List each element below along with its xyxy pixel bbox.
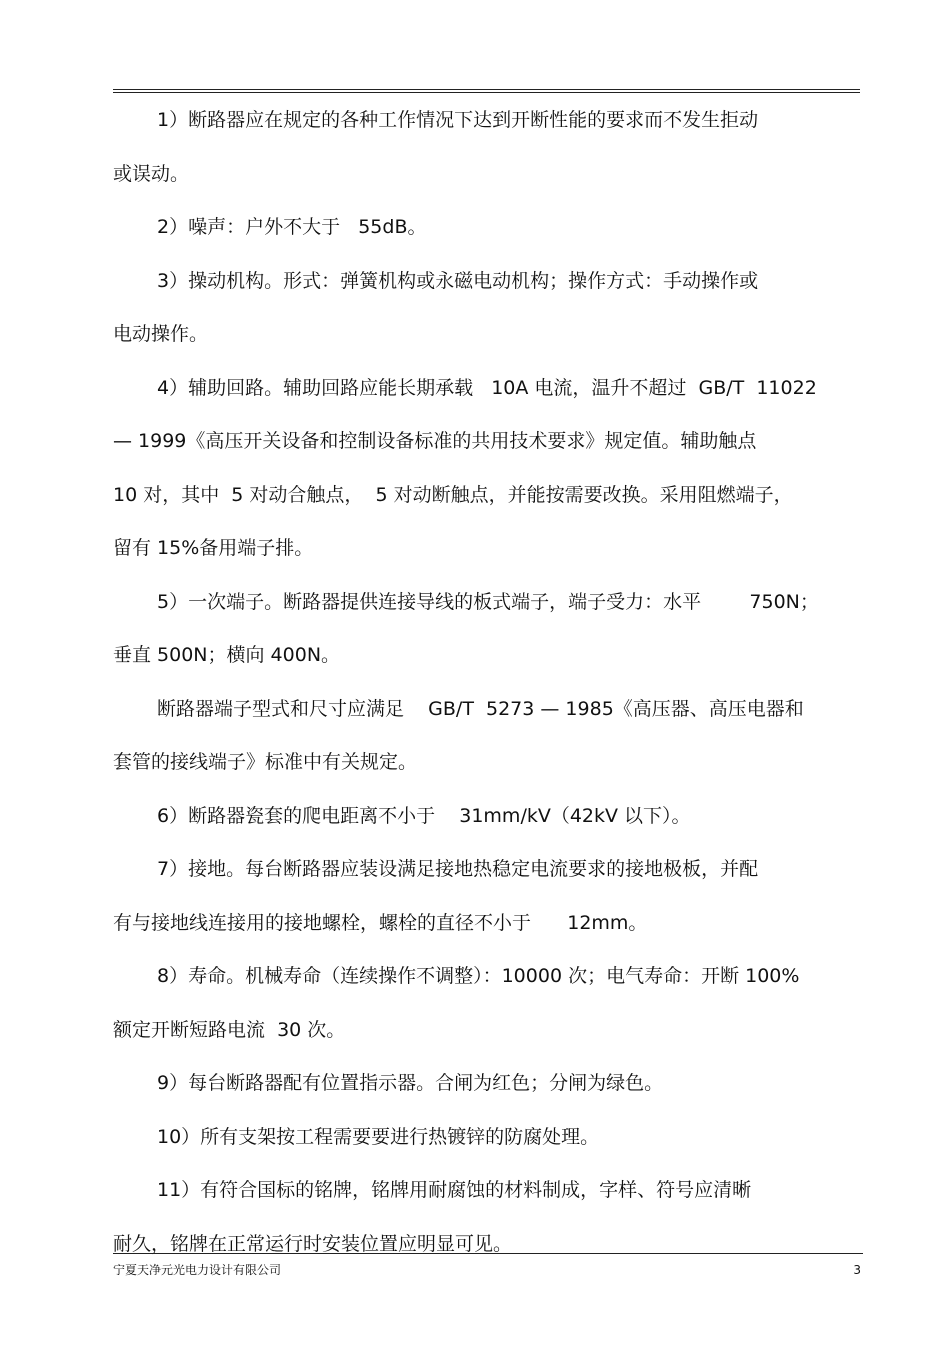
document-body xyxy=(113,105,873,1282)
text-line: 留有 15%备用端子排。 xyxy=(113,537,314,559)
text-line: — 1999《高压开关设备和控制设备标准的共用技术要求》规定值。辅助触点 xyxy=(113,430,757,452)
text-line: 10 对，其中 5 对动合触点， 5 对动断触点，并能按需要改换。采用阻燃端子， xyxy=(113,483,793,506)
text-line: 9）每台断路器配有位置指示器。合闸为红色；分闸为绿色。 xyxy=(157,1072,664,1094)
text-line: 3）操动机构。形式：弹簧机构或永磁电动机构；操作方式：手动操作或 xyxy=(157,269,759,292)
footer-rule xyxy=(113,1253,863,1254)
page-number: 3 xyxy=(853,1263,861,1277)
text-line: 额定开断短路电流 30 次。 xyxy=(113,1018,346,1041)
text-line: 10）所有支架按工程需要要进行热镀锌的防腐处理。 xyxy=(157,1125,600,1148)
text-line: 耐久，铭牌在正常运行时安装位置应明显可见。 xyxy=(113,1232,513,1255)
text-line: 有与接地线连接用的接地螺栓，螺栓的直径不小于 12mm。 xyxy=(113,911,648,934)
text-line: 垂直 500N；横向 400N。 xyxy=(113,644,341,666)
text-line: 电动操作。 xyxy=(113,323,209,345)
header-rule xyxy=(113,89,860,93)
text-line: 5）一次端子。断路器提供连接导线的板式端子，端子受力：水平 750N； xyxy=(157,590,819,613)
text-line: 2）噪声：户外不大于 55dB。 xyxy=(157,216,427,238)
footer-company-name: 宁夏天净元光电力设计有限公司 xyxy=(113,1263,282,1277)
text-line: 1）断路器应在规定的各种工作情况下达到开断性能的要求而不发生拒动 xyxy=(157,109,759,131)
text-line: 或误动。 xyxy=(113,162,190,185)
text-line: 7）接地。每台断路器应装设满足接地热稳定电流要求的接地极板，并配 xyxy=(157,858,759,880)
text-line: 8）寿命。机械寿命（连续操作不调整）：10000 次；电气寿命：开断 100% xyxy=(157,965,800,987)
text-line: 套管的接线端子》标准中有关规定。 xyxy=(113,751,418,773)
text-line: 4）辅助回路。辅助回路应能长期承载 10A 电流，温升不超过 GB/T 11022 xyxy=(157,376,817,399)
text-line: 6）断路器瓷套的爬电距离不小于 31mm/kV（42kV 以下）。 xyxy=(157,804,691,827)
text-line: 断路器端子型式和尺寸应满足 GB/T 5273 — 1985《高压器、高压电器和 xyxy=(157,697,804,720)
text-line: 11）有符合国标的铭牌，铭牌用耐腐蚀的材料制成，字样、符号应清晰 xyxy=(157,1179,752,1201)
